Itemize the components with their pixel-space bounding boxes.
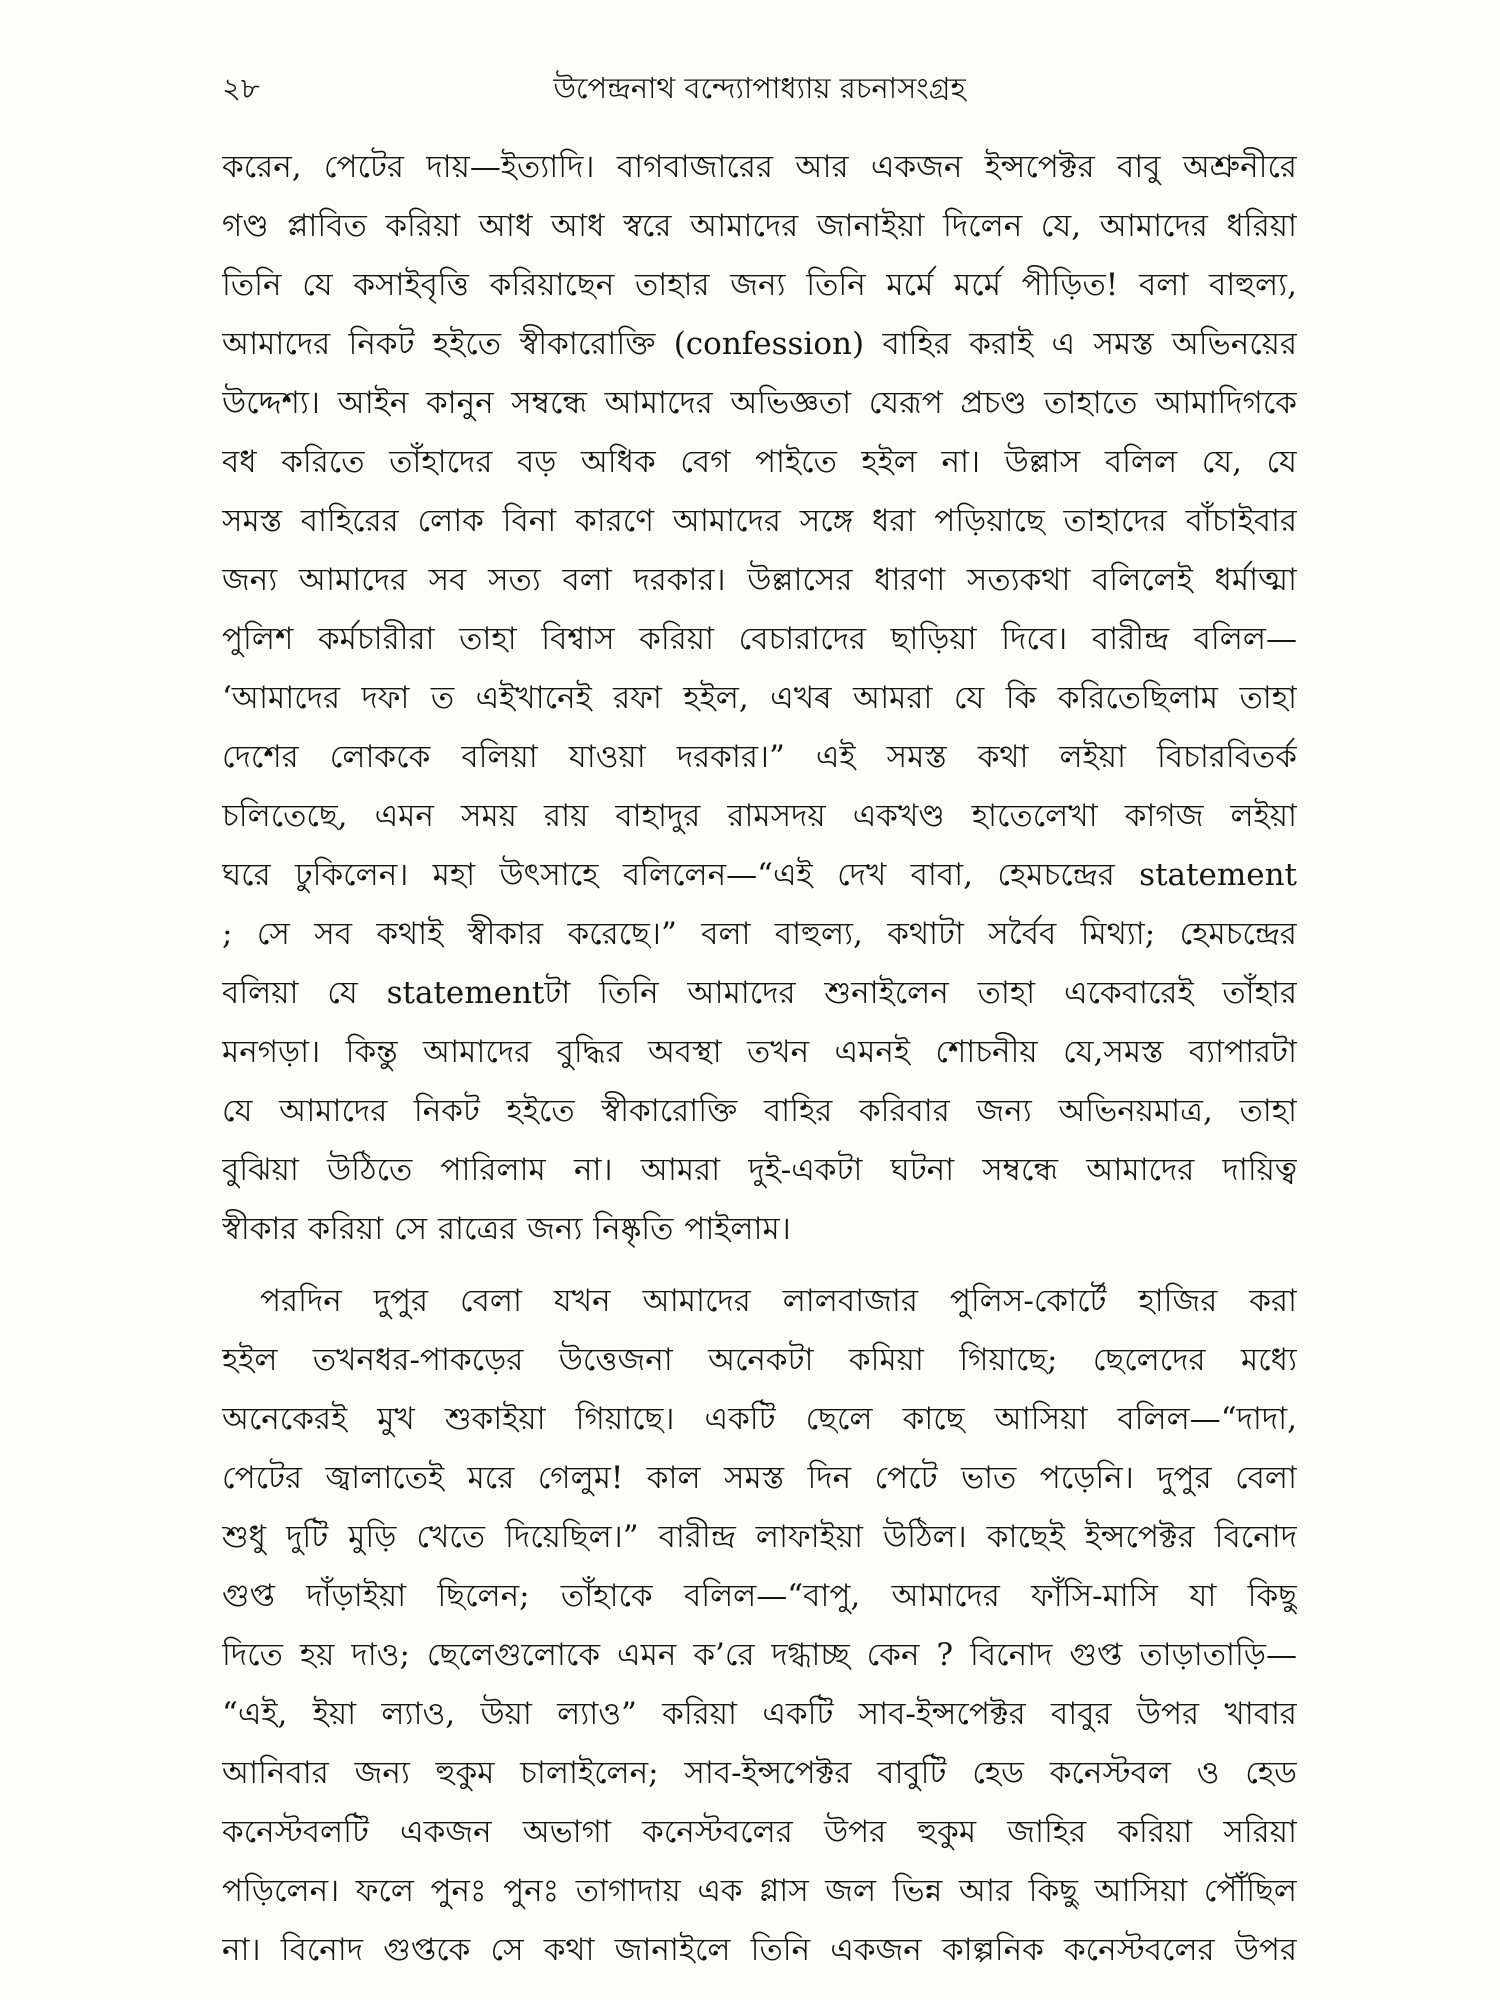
text-line: গুপ্ত দাঁড়াইয়া ছিলেন; তাঁহাকে বলিল—“বাপু, আমাদের ফাঁসি-মাসি যা কিছু (222, 1578, 1297, 1614)
text-line: পেটের জ্বালাতেই মরে গেলুম! কাল সমস্ত দিন পেটে ভাত পড়েনি। দুপুর বেলা (222, 1460, 1297, 1496)
text-line: গণ্ড প্লাবিত করিয়া আধ আধ স্বরে আমাদের জানাইয়া দিলেন যে, আমাদের ধরিয়া (222, 208, 1297, 244)
text-line: “এই, ইয়া ল্যাও, উয়া ল্যাও” করিয়া একটি সাব-ইন্সপেক্টর বাবুর উপর খাবার (222, 1696, 1297, 1732)
text-line: অনেকেরই মুখ শুকাইয়া গিয়াছে। একটি ছেলে কাছে আসিয়া বলিল—“দাদা, (222, 1401, 1297, 1437)
text-line: দিতে হয় দাও; ছেলেগুলোকে এমন ক’রে দগ্ধাচ্ছ কেন ? বিনোদ গুপ্ত তাড়াতাড়ি— (222, 1637, 1297, 1673)
page-header (222, 66, 1297, 110)
paragraph (222, 1272, 1297, 1980)
text-line: চলিতেছে, এমন সময় রায় বাহাদুর রামসদয় একখণ্ড হাতেলেখা কাগজ লইয়া (222, 798, 1297, 834)
text-line: আমাদের নিকট হইতে স্বীকারোক্তি (confession) বাহির করাই এ সমস্ত অভিনয়ের (222, 326, 1297, 362)
text-line: পরদিন দুপুর বেলা যখন আমাদের লালবাজার পুলিস-কোর্টে হাজির করা (260, 1283, 1297, 1319)
text-line: দেশের লোককে বলিয়া যাওয়া দরকার।” এই সমস্ত কথা লইয়া বিচারবিতর্ক (222, 739, 1297, 775)
text-line: বলিয়া যে statementটা তিনি আমাদের শুনাইলেন তাহা একেবারেই তাঁহার (222, 975, 1297, 1011)
text-line: স্বীকার করিয়া সে রাত্রের জন্য নিষ্কৃতি পাইলাম। (222, 1211, 791, 1247)
text-line: সমস্ত বাহিরের লোক বিনা কারণে আমাদের সঙ্গে ধরা পড়িয়াছে তাহাদের বাঁচাইবার (222, 503, 1297, 539)
text-line: যে আমাদের নিকট হইতে স্বীকারোক্তি বাহির করিবার জন্য অভিনয়মাত্র, তাহা (222, 1093, 1297, 1129)
text-line: জন্য আমাদের সব সত্য বলা দরকার। উল্লাসের ধারণা সত্যকথা বলিলেই ধর্মাত্মা (222, 562, 1297, 598)
text-line: পড়িলেন। ফলে পুনঃ পুনঃ তাগাদায় এক গ্লাস জল ভিন্ন আর কিছু আসিয়া পৌঁছিল (222, 1873, 1297, 1909)
text-line: আনিবার জন্য হুকুম চালাইলেন; সাব-ইন্সপেক্টর বাবুটি হেড কনেস্টবল ও হেড (222, 1755, 1297, 1791)
body-text (222, 138, 1297, 1980)
text-line: বুঝিয়া উঠিতে পারিলাম না। আমরা দুই-একটা ঘটনা সম্বন্ধে আমাদের দায়িত্ব (222, 1152, 1297, 1188)
text-line: কনেস্টবলটি একজন অভাগা কনেস্টবলের উপর হুকুম জাহির করিয়া সরিয়া (222, 1814, 1297, 1850)
text-line: ; সে সব কথাই স্বীকার করেছে।” বলা বাহুল্য, কথাটা সর্বৈব মিথ্যা; হেমচন্দ্রের (222, 916, 1297, 952)
text-line: মনগড়া। কিন্তু আমাদের বুদ্ধির অবস্থা তখন এমনই শোচনীয় যে,সমস্ত ব্যাপারটা (222, 1034, 1297, 1070)
running-title: উপেন্দ্রনাথ বন্দ্যোপাধ্যায় রচনাসংগ্রহ (553, 71, 966, 105)
text-line: তিনি যে কসাইবৃত্তি করিয়াছেন তাহার জন্য তিনি মর্মে মর্মে পীড়িত! বলা বাহুল্য, (222, 267, 1297, 303)
text-line: হইল তখনধর-পাকড়ের উত্তেজনা অনেকটা কমিয়া গিয়াছে; ছেলেদের মধ্যে (222, 1342, 1297, 1378)
text-line: ‘আমাদের দফা ত এইখানেই রফা হইল, এখৰ আমরা যে কি করিতেছিলাম তাহা (222, 680, 1297, 716)
text-line: উদ্দেশ্য। আইন কানুন সম্বন্ধে আমাদের অভিজ্ঞতা যেরূপ প্রচণ্ড তাহাতে আমাদিগকে (222, 385, 1297, 421)
page-number: ২৮ (222, 71, 260, 105)
text-line: পুলিশ কর্মচারীরা তাহা বিশ্বাস করিয়া বেচারাদের ছাড়িয়া দিবে। বারীন্দ্র বলিল— (222, 621, 1297, 657)
text-line: ঘরে ঢুকিলেন। মহা উৎসাহে বলিলেন—“এই দেখ বাবা, হেমচন্দ্রের statement (222, 857, 1297, 893)
text-line: শুধু দুটি মুড়ি খেতে দিয়েছিল।” বারীন্দ্র লাফাইয়া উঠিল। কাছেই ইন্সপেক্টর বিনোদ (222, 1519, 1297, 1555)
text-line: করেন, পেটের দায়—ইত্যাদি। বাগবাজারের আর একজন ইন্সপেক্টর বাবু অশ্রুনীরে (222, 149, 1297, 185)
paragraph (222, 138, 1297, 1259)
text-line: বধ করিতে তাঁহাদের বড় অধিক বেগ পাইতে হইল না। উল্লাস বলিল যে, যে (222, 444, 1297, 480)
text-line: না। বিনোদ গুপ্তকে সে কথা জানাইলে তিনি একজন কাল্পনিক কনেস্টবলের উপর (222, 1932, 1297, 1968)
